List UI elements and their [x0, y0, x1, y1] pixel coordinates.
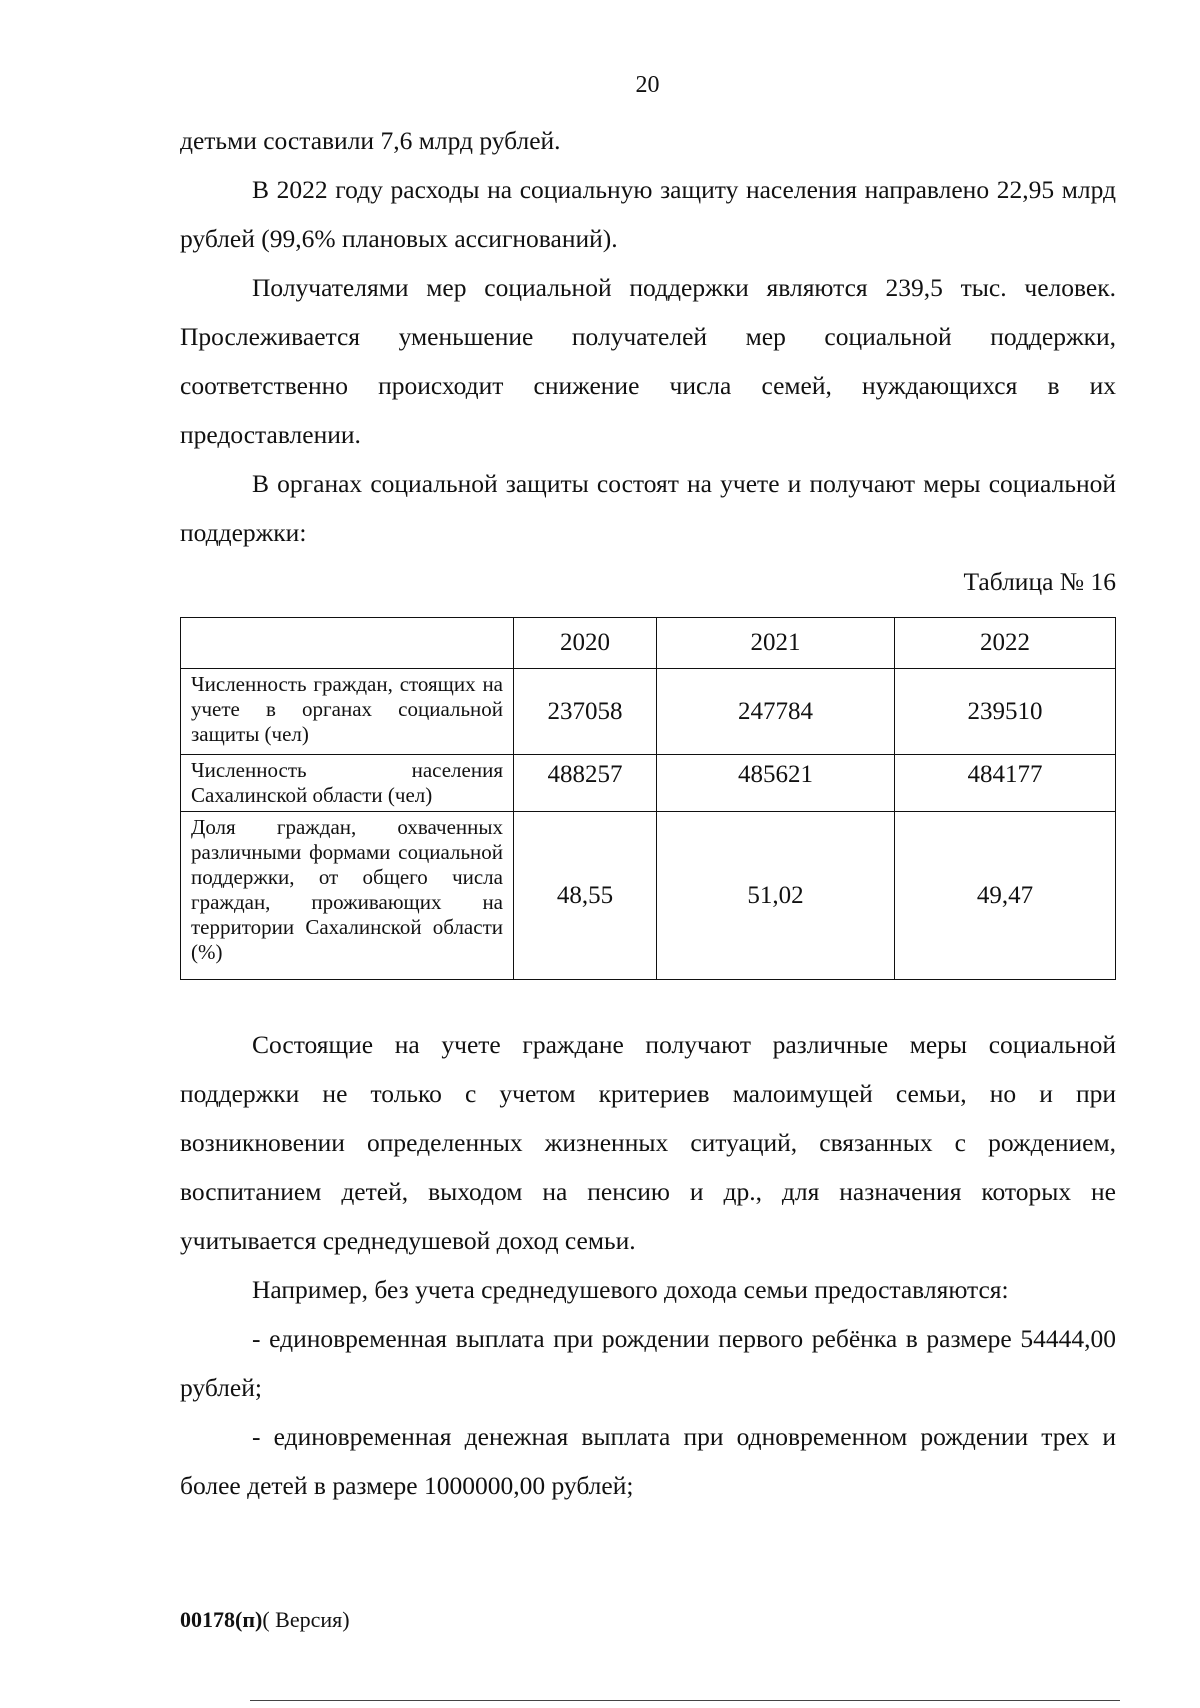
table-row-label: Численность граждан, стоящих на учете в органах социальной защиты (чел)	[181, 669, 514, 755]
table-cell: 488257	[514, 755, 657, 812]
bottom-rule	[250, 1700, 1120, 1701]
paragraph-continuation: детьми составили 7,6 млрд рублей.	[180, 126, 561, 155]
document-footer	[180, 1607, 350, 1633]
table-cell: 484177	[895, 755, 1116, 812]
table-header-empty	[181, 618, 514, 669]
table-cell: 48,55	[514, 812, 657, 980]
table-cell: 49,47	[895, 812, 1116, 980]
table-row-label: Доля граждан, охваченных различными формами социальной поддержки, от общего числа граждан, проживающих на территории Сахалинской области (%)	[181, 812, 514, 980]
table-row-label: Численность населения Сахалинской области (чел)	[181, 755, 514, 812]
list-item: - единовременная выплата при рождении первого ребёнка в размере 54444,00 рублей;	[180, 1324, 1116, 1402]
table-row	[181, 812, 1116, 980]
body-text-bottom	[180, 1020, 1116, 1510]
paragraph-support-measures: Состоящие на учете граждане получают различные меры социальной поддержки не только с учетом критериев малоимущей семьи, но и при возникновении определенных жизненных ситуаций, связанных с рождением, воспитанием детей, выходом на пенсию и др., для назначения которых не учитывается среднедушевой доход семьи.	[180, 1030, 1116, 1255]
paragraph-table-intro: В органах социальной защиты состоят на учете и получают меры социальной поддержки:	[180, 469, 1116, 547]
table-caption: Таблица № 16	[963, 567, 1116, 596]
paragraph-recipients: Получателями мер социальной поддержки являются 239,5 тыс. человек. Прослеживается уменьшение получателей мер социальной поддержки, соответственно происходит снижение числа семей, нуждающихся в их предоставлении.	[180, 273, 1116, 449]
page-number: 20	[635, 72, 660, 98]
paragraph-example: Например, без учета среднедушевого дохода семьи предоставляются:	[252, 1275, 1009, 1304]
table-cell: 247784	[657, 669, 895, 755]
table-cell: 485621	[657, 755, 895, 812]
document-code: 00178(п)	[180, 1607, 263, 1632]
paragraph-expenses: В 2022 году расходы на социальную защиту населения направлено 22,95 млрд рублей (99,6% плановых ассигнований).	[180, 175, 1116, 253]
table-cell: 51,02	[657, 812, 895, 980]
table-header-2022: 2022	[895, 618, 1116, 669]
social-support-table	[180, 617, 1116, 980]
table-cell: 239510	[895, 669, 1116, 755]
body-text-top	[180, 116, 1116, 557]
table-header-2021: 2021	[657, 618, 895, 669]
table-header-2020: 2020	[514, 618, 657, 669]
table-row	[181, 669, 1116, 755]
table-header-row	[181, 618, 1116, 669]
document-version: ( Версия)	[262, 1607, 350, 1632]
list-item: - единовременная денежная выплата при одновременном рождении трех и более детей в размере 1000000,00 рублей;	[180, 1422, 1116, 1500]
table-row	[181, 755, 1116, 812]
table-cell: 237058	[514, 669, 657, 755]
